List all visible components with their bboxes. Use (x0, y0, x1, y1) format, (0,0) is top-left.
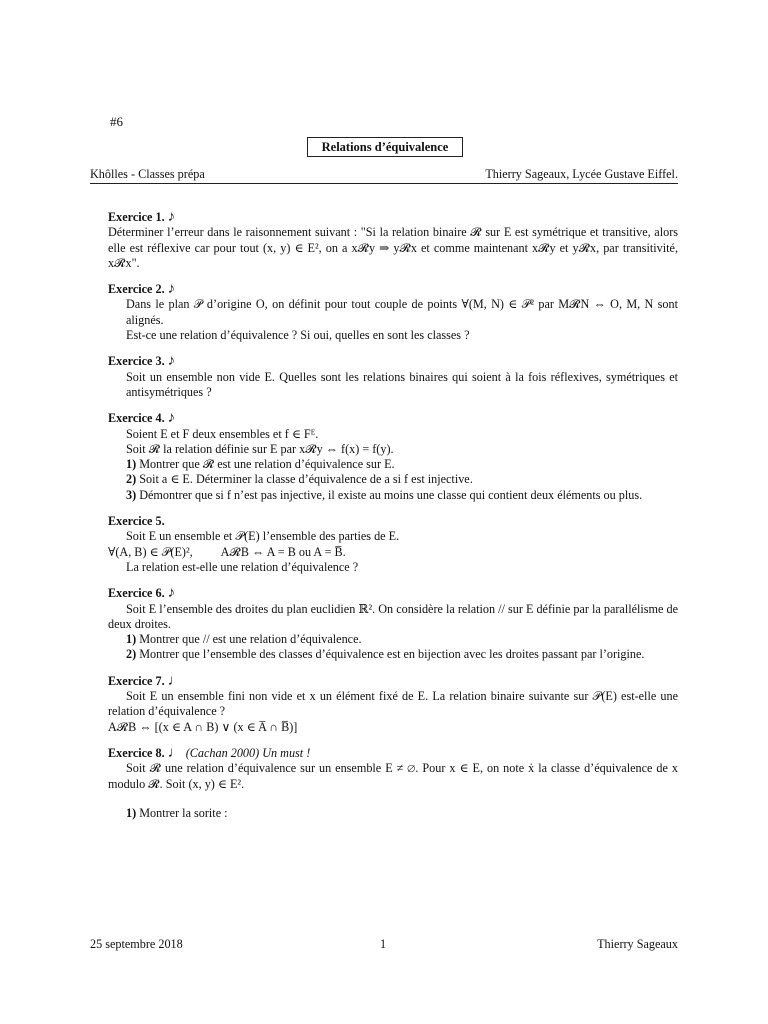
exercise-title: Exercice 4. (108, 411, 165, 426)
music-note-icon: ♪ (167, 410, 176, 427)
page-title: Relations d’équivalence (307, 137, 463, 157)
exercise-subtitle: (Cachan 2000) Un must ! (185, 745, 311, 760)
exercise-step (108, 472, 678, 487)
music-note-icon: ♪ (167, 209, 176, 225)
exercise-text: Déterminer l’erreur dans le raisonnement suivant : "Si la relation binaire 𝓡 sur E est symétrique et transitive, alors elle est réflexive car pour tout (x, y) ∈ E², on a x𝓡y ⇒ y𝓡x et comme maintenant x𝓡y et y𝓡x, par transitivité, x𝓡x". (108, 225, 678, 270)
exercise-text: Soit un ensemble non vide E. Quelles sont les relations binaires qui soient à la fois réflexives, symétriques et antisymétriques ? (126, 369, 678, 399)
exercise-title: Exercice 6. (108, 586, 165, 601)
exercise-4 (108, 411, 678, 503)
exercise-text: Soient E et F deux ensembles et f ∈ Fᴱ. (126, 426, 319, 441)
step-text: Soit a ∈ E. Déterminer la classe d’équivalence de a si f est injective. (139, 472, 473, 487)
exercise-text: Dans le plan 𝒫 d’origine O, on définit pour tout couple de points ∀(M, N) ∈ 𝒫² par M𝓡N ⇔ O, M, N sont alignés. (126, 297, 678, 327)
exercise-step (108, 632, 678, 647)
step-number: 1) (126, 805, 137, 820)
step-number: 3) (126, 487, 137, 502)
exercise-text: Est-ce une relation d’équivalence ? Si oui, quelles en sont les classes ? (126, 328, 470, 343)
exercise-2 (108, 282, 678, 343)
exercise-step (108, 488, 678, 503)
exercise-title: Exercice 1. (108, 210, 165, 224)
document-number: #6 (110, 114, 123, 129)
exercise-5 (108, 514, 678, 575)
exercise-text: La relation est-elle une relation d’équivalence ? (126, 559, 359, 574)
step-text: Montrer la sorite : (139, 805, 228, 820)
formula-part: ∀(A, B) ∈ 𝒫(E)², (108, 544, 193, 559)
exercise-title: Exercice 5. (108, 514, 165, 529)
exercise-title: Exercice 3. (108, 354, 165, 369)
exercise-step (108, 647, 678, 662)
header-right: Thierry Sageaux, Lycée Gustave Eiffel. (485, 167, 678, 181)
step-text: Montrer que l’ensemble des classes d’équivalence est en bijection avec les droites passant par l’origine. (139, 647, 645, 662)
music-note-icon: ♪ (167, 585, 176, 602)
footer-page-number: 1 (380, 937, 387, 951)
exercise-6 (108, 586, 678, 662)
formula-part: A𝓡B ⇔ A = B ou A = B̅. (220, 544, 346, 559)
exercise-step (108, 457, 678, 472)
step-number: 1) (126, 632, 137, 647)
music-note-icon: ♩ (167, 672, 183, 689)
header-rule (90, 183, 678, 184)
display-formula: A𝓡B ⇔ [(x ∈ A ∩ B) ∨ (x ∈ A̅ ∩ B̅)] (108, 719, 298, 734)
exercise-title: Exercice 8. (108, 745, 165, 760)
exercise-text: Soit E un ensemble fini non vide et x un élément fixé de E. La relation binaire suivante sur 𝒫(E) est-elle une relation d’équivalence ? (108, 689, 678, 719)
music-note-icon: ♪ (167, 353, 176, 370)
music-note-icon: ♩ (167, 744, 183, 761)
step-number: 2) (126, 647, 137, 662)
display-formula (108, 545, 678, 560)
music-note-icon: ♪ (167, 281, 176, 298)
exercise-8 (108, 746, 678, 821)
exercise-title: Exercice 7. (108, 673, 165, 688)
exercise-3 (108, 354, 678, 400)
exercise-title: Exercice 2. (108, 282, 165, 297)
exercise-text: Soit 𝓡 une relation d’équivalence sur un ensemble E ≠ ∅. Pour x ∈ E, on note ẋ la classe d’équivalence de x modulo 𝓡. Soit (x, y) ∈ E². (108, 761, 678, 791)
header-left: Khôlles - Classes prépa (90, 167, 205, 181)
exercise-1 (108, 210, 678, 271)
exercise-list (108, 210, 678, 830)
step-text: Montrer que // est une relation d’équivalence. (139, 632, 362, 647)
footer-author: Thierry Sageaux (597, 937, 678, 951)
exercise-step (108, 806, 678, 821)
step-text: Montrer que 𝓡 est une relation d’équivalence sur E. (139, 457, 395, 472)
exercise-text: Soit E un ensemble et 𝒫(E) l’ensemble des parties de E. (126, 529, 400, 544)
step-number: 1) (126, 457, 137, 472)
step-number: 2) (126, 472, 137, 487)
exercise-text: Soit 𝓡 la relation définie sur E par x𝓡y ⇔ f(x) = f(y). (126, 441, 394, 456)
step-text: Démontrer que si f n’est pas injective, il existe au moins une classe qui contient deux éléments ou plus. (139, 487, 643, 502)
exercise-text: Soit E l’ensemble des droites du plan euclidien ℝ². On considère la relation // sur E définie par la parallélisme de deux droites. (108, 601, 678, 631)
footer-date: 25 septembre 2018 (90, 937, 183, 951)
exercise-7 (108, 674, 678, 735)
